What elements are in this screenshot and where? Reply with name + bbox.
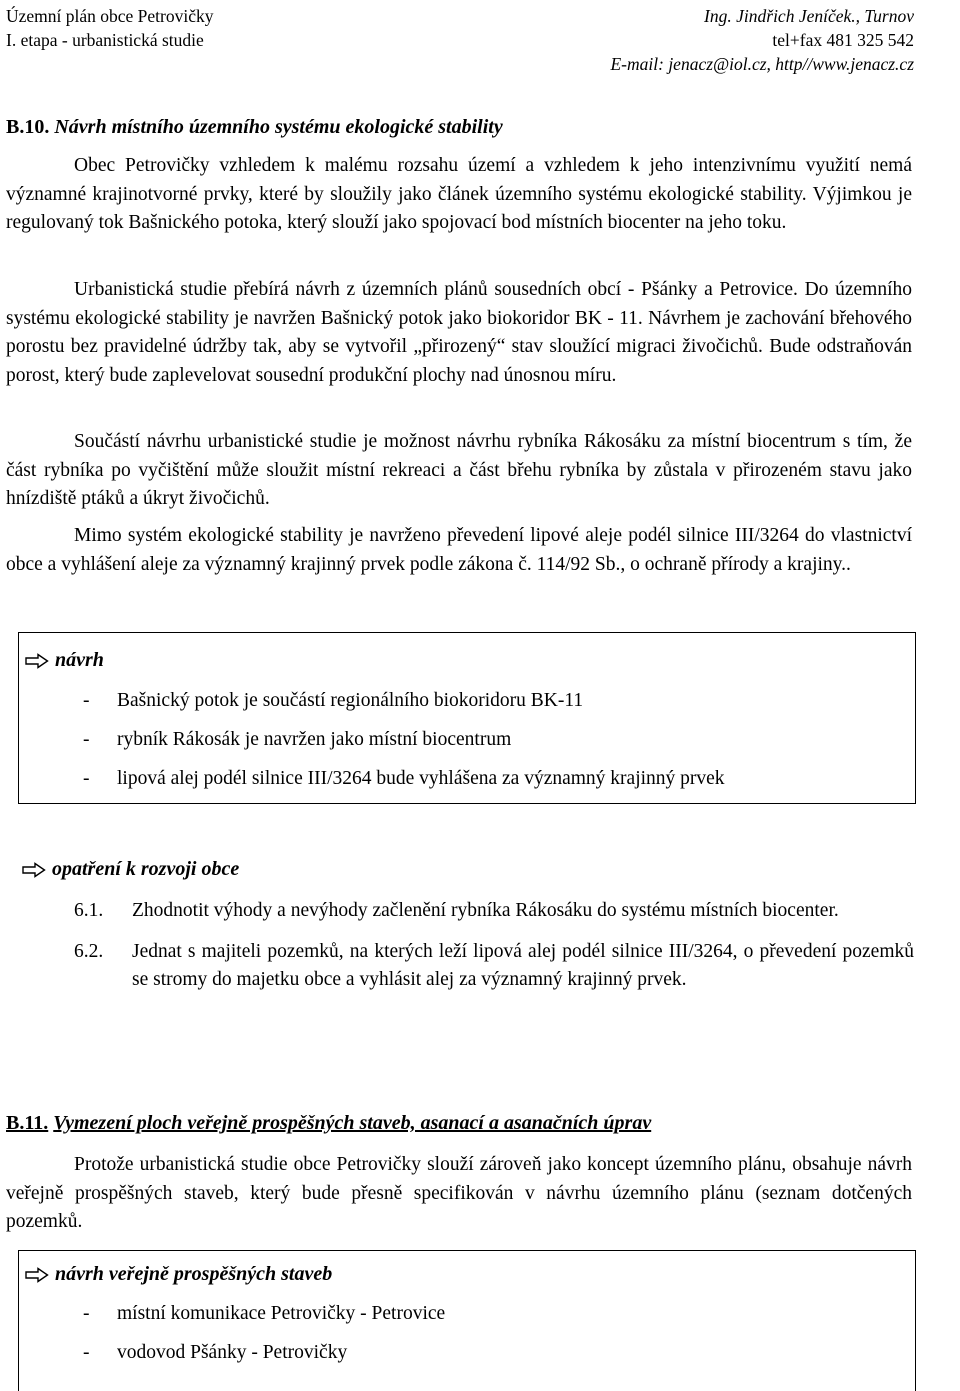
measures-list	[74, 897, 914, 1007]
outline-right-arrow-icon	[22, 862, 46, 878]
list-item: - místní komunikace Petrovičky - Petrovice	[83, 1303, 446, 1324]
measure-number: 6.2.	[74, 941, 104, 962]
proposal-box-title-row	[25, 649, 104, 672]
measure-number: 6.1.	[74, 900, 104, 921]
proposal-box	[18, 632, 916, 804]
document-title: Územní plán obce Petrovičky	[6, 6, 214, 26]
public-works-list	[83, 1294, 903, 1372]
proposal-list	[83, 681, 903, 798]
header-right	[610, 4, 914, 76]
measures-title-row	[22, 858, 239, 881]
list-item: - Bašnický potok je součástí regionálního biokoridoru BK-11	[83, 690, 584, 711]
list-item: - rybník Rákosák je navržen jako místní biocentrum	[83, 729, 512, 750]
list-item: - lipová alej podél silnice III/3264 bude vyhlášena za významný krajinný prvek	[83, 768, 725, 789]
header-left	[6, 4, 214, 52]
proposal-box-title: návrh	[55, 649, 104, 671]
contact-info: E-mail: jenacz@iol.cz, http//www.jenacz.cz	[610, 54, 914, 74]
measure-text: Jednat s majiteli pozemků, na kterých leží lipová alej podél silnice III/3264, o převedení pozemků se stromy do majetku obce a vyhlásit alej za významný krajinný prvek.	[132, 941, 914, 990]
paragraph: Mimo systém ekologické stability je navrženo převedení lipové aleje podél silnice III/3264 do vlastnictví obce a vyhlášení aleje za významný krajinný prvek podle zákona č. 114/92 Sb., o ochraně přírody a krajiny..	[6, 525, 912, 575]
measure-text: Zhodnotit výhody a nevýhody začlenění rybníka Rákosáku do systému místních biocenter.	[132, 900, 839, 921]
outline-right-arrow-icon	[25, 1267, 49, 1283]
section-title: Návrh místního územního systému ekologické stability	[54, 116, 503, 138]
section-title: Vymezení ploch veřejně prospěšných staveb, asanací a asanačních úprav	[53, 1112, 652, 1134]
public-works-title: návrh veřejně prospěšných staveb	[55, 1263, 333, 1285]
phone-number: tel+fax 481 325 542	[772, 30, 914, 50]
public-works-title-row	[25, 1263, 332, 1286]
author-name: Ing. Jindřich Jeníček., Turnov	[704, 6, 914, 26]
paragraph: Protože urbanistická studie obce Petrovičky slouží zároveň jako koncept územního plánu, obsahuje návrh veřejně prospěšných staveb, který bude přesně specifikován v návrhu územního plánu (seznam dotčených pozemků.	[6, 1154, 912, 1232]
measure-item	[74, 938, 914, 994]
paragraph: Urbanistická studie přebírá návrh z územních plánů sousedních obcí - Pšánky a Petrovice. Do územního systému ekologické stability je navržen Bašnický potok jako biokoridor BK - 11. Návrhem je zachování břehového porostu bez pravidelné údržby tak, aby se vytvořil „přirozený“ stav sloužící migraci živočichů. Bude odstraňován porost, který bude zaplevelovat sousední produkční plochy nad únosnou míru.	[6, 279, 912, 386]
outline-right-arrow-icon	[25, 653, 49, 669]
section-b11-heading	[6, 1112, 651, 1135]
section-number: B.10.	[6, 116, 50, 138]
public-works-box	[18, 1250, 916, 1391]
paragraph: Obec Petrovičky vzhledem k malému rozsahu území a vzhledem k jeho intenzivnímu využití nemá významné krajinotvorné prvky, které by sloužily jako článek územního systému ekologické stability. Výjimkou je regulovaný tok Bašnického potoka, který slouží jako spojovací bod místních biocenter na jeho toku.	[6, 155, 912, 233]
document-subtitle: I. etapa - urbanistická studie	[6, 30, 204, 50]
list-item: - vodovod Pšánky - Petrovičky	[83, 1342, 348, 1363]
section-b10-heading	[6, 116, 503, 139]
section-number: B.11.	[6, 1112, 49, 1134]
measure-item	[74, 897, 914, 925]
paragraph: Součástí návrhu urbanistické studie je možnost návrhu rybníka Rákosáku za místní biocentrum s tím, že část rybníka po vyčištění může sloužit místní rekreaci a část břehu rybníka by zůstala v přirozeném stavu jako hnízdiště ptáků a úkryt živočichů.	[6, 431, 912, 509]
measures-title: opatření k rozvoji obce	[52, 858, 240, 880]
